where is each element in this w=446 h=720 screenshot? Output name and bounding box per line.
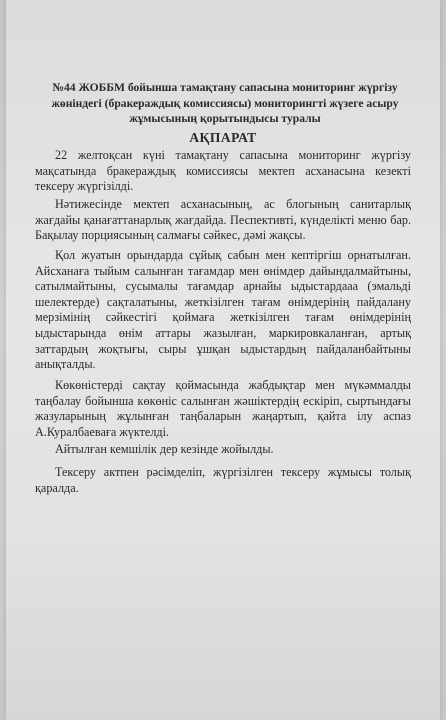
paragraph-sanitary-condition: Нәтижесінде мектеп асханасының, ас блогының санитарлық жағдайы қанағаттанарлық жағдайда. Песпективті, күнделікті меню бар. Бақылау порциясының салмағы сәйкес, дәмі жақсы. (35, 197, 411, 243)
paragraph-hygiene-findings: Қол жуатын орындарда сұйық сабын мен кептіргіш орнатылған. Айсханаға тыйым салынған тағамдар мен өнімдер дайындалмайтыны, сатылмайтыны, сусымалы тағамдар арнайы ыдыстардааа (эмальді шелектерде) сақталатыны, жеткізілген тағам өнімдерінің пайдалану мерзімінің сәйкестігі қоймаға жеткізілген тағам өнімдерінің ыдыстарында өнім аттары жазылған, маркировкаланған, артық заттардың жоқтығы, сыры ұшқан ыдыстардың пайдаланбайтыны анықталды. (35, 248, 411, 372)
document-title: АҚПАРАТ (189, 130, 257, 145)
paragraph-storage-labeling: Көкөністерді сақтау қоймасында жабдықтар мен мүкәммалды таңбалау бойынша көкөніс салынған жәшіктердің ескіріп, сыртындағы жазуларының жұлынған таңбаларын жаңартып, қайта ілу аспаз А.Куралбаеваға жүктелді. (35, 378, 411, 439)
paragraph-conclusion: Тексеру актпен рәсімделіп, жүргізілген тексеру жұмысы толық қаралда. (35, 465, 411, 495)
paragraph-deficiency-resolved: Айтылған кемшілік дер кезінде жойылды. (55, 442, 274, 456)
document-heading: №44 ЖОББМ бойынша тамақтану сапасына мониторинг жүргізу жөніндегі (бракераждық комиссиясы) мониторингті жүзеге асыру жұмысының қорытындысы туралы (51, 81, 399, 125)
paragraph-inspection-date: 22 желтоқсан күні тамақтану сапасына мониторинг жүргізу мақсатында бракераждық комиссиясы мектеп асханасына кезекті тексеру жүргізілді. (35, 148, 411, 194)
